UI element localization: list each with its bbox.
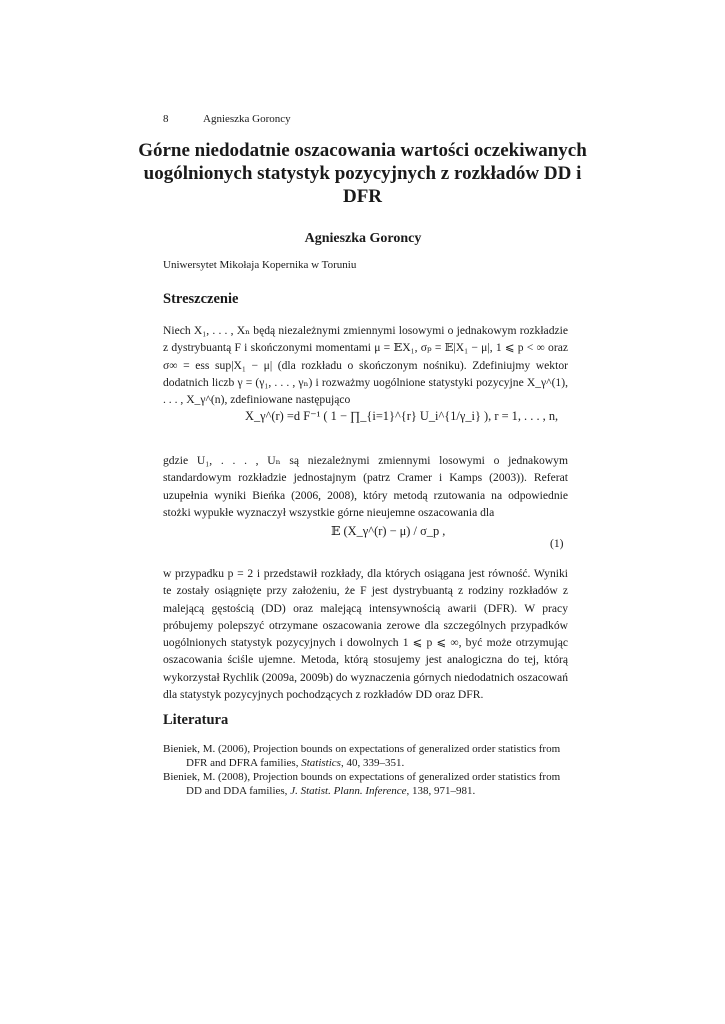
reference-text: Bieniek, M. (2006), Projection bounds on expectations of generalized order statistics from DFR and DFRA families, bbox=[163, 743, 561, 769]
abstract-paragraph-2: gdzie U₁, . . . , Uₙ są niezależnymi zmiennymi losowymi o jednakowym standardowym rozkładzie jednostajnym (patrz Cramer i Kamps (2003)). Referat uzupełnia wyniki Bieńka (2006, 2008), który metodą rzutowania na odpowiednie stożki wypukłe wyznaczył wszystkie górne nieujemne oszacowania dla bbox=[163, 454, 568, 519]
equation-2: 𝔼 (X_γ^(r) − μ) / σ_p , bbox=[331, 524, 446, 538]
reference-text: Bieniek, M. (2008), Projection bounds on expectations of generalized order statistics from DD and DDA families, bbox=[163, 771, 561, 797]
reference-item bbox=[163, 742, 568, 770]
page-number: 8 bbox=[163, 113, 169, 125]
reference-list bbox=[163, 742, 568, 798]
reference-details: , 138, 971–981. bbox=[406, 785, 476, 797]
reference-item bbox=[163, 770, 568, 798]
author-name: Agnieszka Goroncy bbox=[304, 231, 422, 246]
abstract-paragraph-1: Niech X₁, . . . , Xₙ będą niezależnymi zmiennymi losowymi o jednakowym rozkładzie z dystrybuantą F i skończonymi momentami μ = 𝔼X₁, σₚ = 𝔼|X₁ − μ|, 1 ⩽ p < ∞ oraz σ∞ = ess sup|X₁ − μ| (dla rozkładu o skończonym nośniku). Zdefiniujmy wektor dodatnich liczb γ = (γ₁, . . . , γₙ) i rozważmy uogólnione statystyki pozycyjne X_γ^(1), . . . , X_γ^(n), zdefiniowane następująco bbox=[163, 324, 568, 407]
equation-1: X_γ^(r) =d F⁻¹ ( 1 − ∏_{i=1}^{r} U_i^{1/γ_i} ), r = 1, . . . , n, bbox=[245, 409, 559, 423]
affiliation: Uniwersytet Mikołaja Kopernika w Toruniu bbox=[163, 259, 357, 271]
reference-journal: Statistics bbox=[301, 757, 341, 769]
running-author: Agnieszka Goroncy bbox=[203, 113, 291, 125]
equation-number: (1) bbox=[550, 537, 564, 550]
paper-title: Górne niedodatnie oszacowania wartości oczekiwanych uogólnionych statystyk pozycyjnych z rozkładów DD i DFR bbox=[138, 140, 587, 207]
reference-details: , 40, 339–351. bbox=[340, 757, 405, 769]
running-header bbox=[163, 113, 291, 125]
abstract-heading: Streszczenie bbox=[163, 291, 239, 307]
abstract-paragraph-3: w przypadku p = 2 i przedstawił rozkłady, dla których osiągana jest równość. Wyniki te zostały osiągnięte przy założeniu, że F jest dystrybuantą z rodziny rozkładów z malejącą gęstością (DD) oraz malejącą intensywnością awarii (DFR). W pracy próbujemy polepszyć otrzymane oszacowania zerowe dla szczególnych przypadków uogólnionych statystyk pozycyjnych i dowolnych 1 ⩽ p ⩽ ∞, być może otrzymując oszacowania ściśle ujemne. Metoda, którą stosujemy jest analogiczna do tej, którą wykorzystał Rychlik (2009a, 2009b) do wyznaczenia górnych niedodatnich oszacowań dla statystyk pozycyjnych pochodzących z rozkładów DD oraz DFR. bbox=[163, 567, 568, 702]
references-heading: Literatura bbox=[163, 712, 229, 728]
reference-journal: J. Statist. Plann. Inference bbox=[290, 785, 407, 797]
